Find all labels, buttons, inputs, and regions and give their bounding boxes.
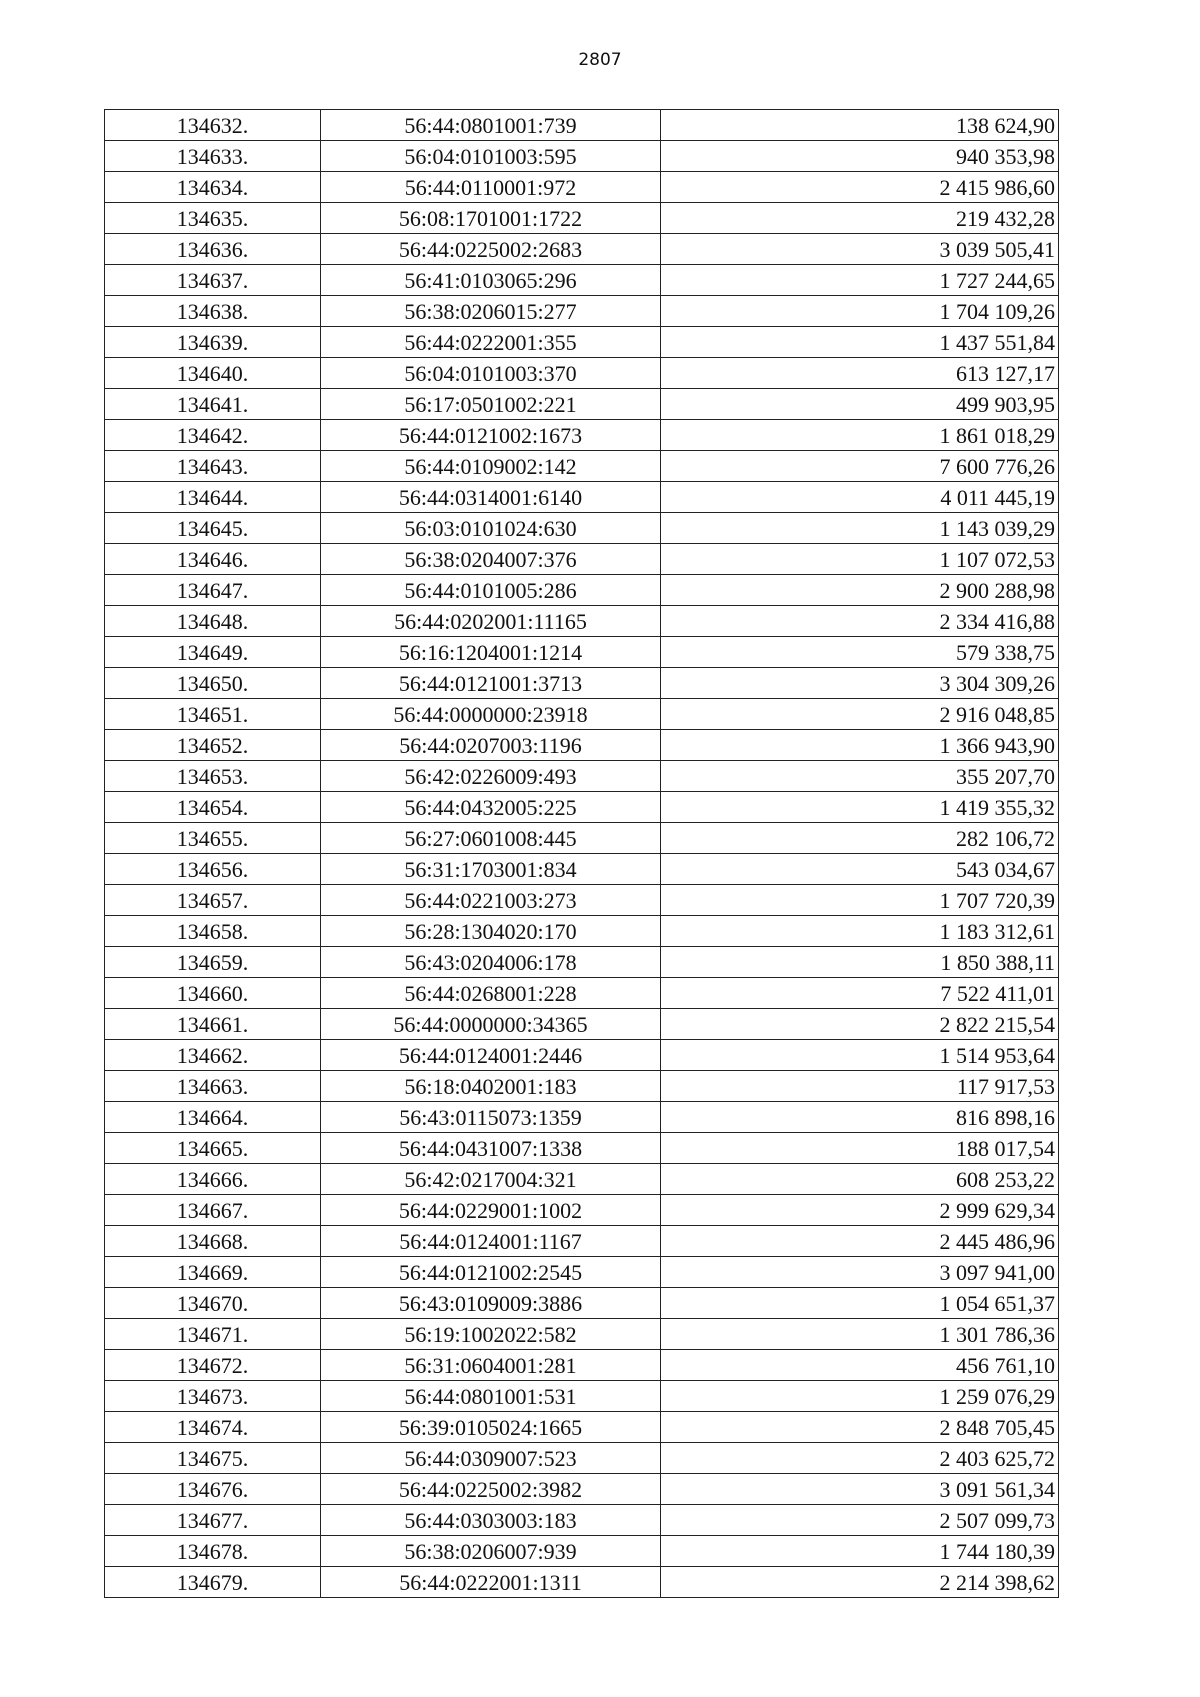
cadastral-value-cell: 3 304 309,26 xyxy=(661,668,1059,699)
cadastral-number-cell: 56:44:0124001:2446 xyxy=(321,1040,661,1071)
cadastral-number-cell: 56:44:0314001:6140 xyxy=(321,482,661,513)
row-number-cell: 134633. xyxy=(105,141,321,172)
row-number-cell: 134638. xyxy=(105,296,321,327)
table-row xyxy=(105,1071,1059,1102)
cadastral-value-cell: 1 107 072,53 xyxy=(661,544,1059,575)
table-row xyxy=(105,699,1059,730)
row-number-cell: 134658. xyxy=(105,916,321,947)
cadastral-number-cell: 56:04:0101003:595 xyxy=(321,141,661,172)
table-row xyxy=(105,1257,1059,1288)
cadastral-number-cell: 56:41:0103065:296 xyxy=(321,265,661,296)
table-row xyxy=(105,1164,1059,1195)
cadastral-number-cell: 56:18:0402001:183 xyxy=(321,1071,661,1102)
table-row xyxy=(105,141,1059,172)
table-row xyxy=(105,1288,1059,1319)
row-number-cell: 134636. xyxy=(105,234,321,265)
cadastral-number-cell: 56:44:0121001:3713 xyxy=(321,668,661,699)
cadastral-value-cell: 1 183 312,61 xyxy=(661,916,1059,947)
cadastral-number-cell: 56:44:0221003:273 xyxy=(321,885,661,916)
row-number-cell: 134667. xyxy=(105,1195,321,1226)
row-number-cell: 134661. xyxy=(105,1009,321,1040)
cadastral-number-cell: 56:44:0207003:1196 xyxy=(321,730,661,761)
cadastral-value-cell: 2 445 486,96 xyxy=(661,1226,1059,1257)
cadastral-number-cell: 56:04:0101003:370 xyxy=(321,358,661,389)
row-number-cell: 134674. xyxy=(105,1412,321,1443)
cadastral-number-cell: 56:44:0229001:1002 xyxy=(321,1195,661,1226)
table-row xyxy=(105,1567,1059,1598)
table-row xyxy=(105,1009,1059,1040)
row-number-cell: 134648. xyxy=(105,606,321,637)
table-row xyxy=(105,978,1059,1009)
cadastral-value-cell: 282 106,72 xyxy=(661,823,1059,854)
cadastral-value-cell: 2 916 048,85 xyxy=(661,699,1059,730)
cadastral-number-cell: 56:44:0222001:355 xyxy=(321,327,661,358)
row-number-cell: 134637. xyxy=(105,265,321,296)
cadastral-value-cell: 2 334 416,88 xyxy=(661,606,1059,637)
cadastral-number-cell: 56:44:0801001:739 xyxy=(321,110,661,141)
cadastral-value-cell: 1 514 953,64 xyxy=(661,1040,1059,1071)
cadastral-number-cell: 56:44:0109002:142 xyxy=(321,451,661,482)
row-number-cell: 134656. xyxy=(105,854,321,885)
cadastral-number-cell: 56:17:0501002:221 xyxy=(321,389,661,420)
cadastral-number-cell: 56:44:0110001:972 xyxy=(321,172,661,203)
cadastral-number-cell: 56:44:0121002:2545 xyxy=(321,1257,661,1288)
cadastral-value-cell: 608 253,22 xyxy=(661,1164,1059,1195)
cadastral-number-cell: 56:42:0217004:321 xyxy=(321,1164,661,1195)
table-row xyxy=(105,792,1059,823)
cadastral-value-cell: 1 366 943,90 xyxy=(661,730,1059,761)
row-number-cell: 134640. xyxy=(105,358,321,389)
cadastral-value-cell: 816 898,16 xyxy=(661,1102,1059,1133)
cadastral-value-cell: 7 600 776,26 xyxy=(661,451,1059,482)
cadastral-value-cell: 3 097 941,00 xyxy=(661,1257,1059,1288)
table-row xyxy=(105,234,1059,265)
row-number-cell: 134650. xyxy=(105,668,321,699)
row-number-cell: 134675. xyxy=(105,1443,321,1474)
cadastral-number-cell: 56:44:0121002:1673 xyxy=(321,420,661,451)
table-row xyxy=(105,606,1059,637)
row-number-cell: 134672. xyxy=(105,1350,321,1381)
table-row xyxy=(105,296,1059,327)
row-number-cell: 134644. xyxy=(105,482,321,513)
table-row xyxy=(105,1443,1059,1474)
cadastral-number-cell: 56:16:1204001:1214 xyxy=(321,637,661,668)
cadastral-value-cell: 355 207,70 xyxy=(661,761,1059,792)
table-row xyxy=(105,1536,1059,1567)
cadastral-number-cell: 56:39:0105024:1665 xyxy=(321,1412,661,1443)
row-number-cell: 134678. xyxy=(105,1536,321,1567)
cadastral-number-cell: 56:38:0204007:376 xyxy=(321,544,661,575)
cadastral-value-cell: 1 419 355,32 xyxy=(661,792,1059,823)
row-number-cell: 134647. xyxy=(105,575,321,606)
row-number-cell: 134660. xyxy=(105,978,321,1009)
cadastral-number-cell: 56:44:0202001:11165 xyxy=(321,606,661,637)
table-row xyxy=(105,1412,1059,1443)
row-number-cell: 134679. xyxy=(105,1567,321,1598)
table-row xyxy=(105,1102,1059,1133)
cadastral-value-cell: 2 415 986,60 xyxy=(661,172,1059,203)
table-row xyxy=(105,1381,1059,1412)
table-row xyxy=(105,482,1059,513)
cadastral-number-cell: 56:03:0101024:630 xyxy=(321,513,661,544)
cadastral-value-cell: 1 054 651,37 xyxy=(661,1288,1059,1319)
row-number-cell: 134662. xyxy=(105,1040,321,1071)
cadastral-number-cell: 56:28:1304020:170 xyxy=(321,916,661,947)
table-row xyxy=(105,358,1059,389)
table-row xyxy=(105,947,1059,978)
cadastral-number-cell: 56:44:0268001:228 xyxy=(321,978,661,1009)
cadastral-value-cell: 2 848 705,45 xyxy=(661,1412,1059,1443)
table-row xyxy=(105,1474,1059,1505)
cadastral-value-cell: 579 338,75 xyxy=(661,637,1059,668)
cadastral-value-cell: 188 017,54 xyxy=(661,1133,1059,1164)
cadastral-number-cell: 56:43:0115073:1359 xyxy=(321,1102,661,1133)
cadastral-value-cell: 1 704 109,26 xyxy=(661,296,1059,327)
table-body xyxy=(105,110,1059,1598)
cadastral-value-cell: 2 403 625,72 xyxy=(661,1443,1059,1474)
table-row xyxy=(105,544,1059,575)
cadastral-value-cell: 499 903,95 xyxy=(661,389,1059,420)
cadastral-value-cell: 1 861 018,29 xyxy=(661,420,1059,451)
table-row xyxy=(105,513,1059,544)
table-row xyxy=(105,1040,1059,1071)
cadastral-number-cell: 56:44:0000000:34365 xyxy=(321,1009,661,1040)
table-row xyxy=(105,823,1059,854)
cadastral-value-cell: 117 917,53 xyxy=(661,1071,1059,1102)
table-row xyxy=(105,389,1059,420)
row-number-cell: 134669. xyxy=(105,1257,321,1288)
cadastral-value-cell: 940 353,98 xyxy=(661,141,1059,172)
cadastral-value-cell: 543 034,67 xyxy=(661,854,1059,885)
row-number-cell: 134668. xyxy=(105,1226,321,1257)
table-row xyxy=(105,110,1059,141)
cadastral-value-cell: 3 039 505,41 xyxy=(661,234,1059,265)
cadastral-value-cell: 2 900 288,98 xyxy=(661,575,1059,606)
table-row xyxy=(105,327,1059,358)
row-number-cell: 134649. xyxy=(105,637,321,668)
table-row xyxy=(105,730,1059,761)
cadastral-number-cell: 56:38:0206015:277 xyxy=(321,296,661,327)
cadastral-number-cell: 56:44:0431007:1338 xyxy=(321,1133,661,1164)
cadastral-number-cell: 56:08:1701001:1722 xyxy=(321,203,661,234)
cadastral-number-cell: 56:19:1002022:582 xyxy=(321,1319,661,1350)
cadastral-value-cell: 1 727 244,65 xyxy=(661,265,1059,296)
cadastral-value-cell: 2 214 398,62 xyxy=(661,1567,1059,1598)
row-number-cell: 134642. xyxy=(105,420,321,451)
row-number-cell: 134632. xyxy=(105,110,321,141)
row-number-cell: 134670. xyxy=(105,1288,321,1319)
row-number-cell: 134655. xyxy=(105,823,321,854)
cadastral-value-cell: 1 259 076,29 xyxy=(661,1381,1059,1412)
table-row xyxy=(105,575,1059,606)
table-row xyxy=(105,668,1059,699)
cadastral-value-cell: 1 437 551,84 xyxy=(661,327,1059,358)
cadastral-number-cell: 56:38:0206007:939 xyxy=(321,1536,661,1567)
table-row xyxy=(105,854,1059,885)
table-row xyxy=(105,761,1059,792)
cadastral-value-cell: 7 522 411,01 xyxy=(661,978,1059,1009)
cadastral-number-cell: 56:27:0601008:445 xyxy=(321,823,661,854)
cadastral-number-cell: 56:44:0432005:225 xyxy=(321,792,661,823)
row-number-cell: 134657. xyxy=(105,885,321,916)
cadastral-number-cell: 56:44:0225002:3982 xyxy=(321,1474,661,1505)
cadastral-value-cell: 2 999 629,34 xyxy=(661,1195,1059,1226)
cadastral-number-cell: 56:43:0204006:178 xyxy=(321,947,661,978)
cadastral-number-cell: 56:44:0303003:183 xyxy=(321,1505,661,1536)
row-number-cell: 134634. xyxy=(105,172,321,203)
row-number-cell: 134641. xyxy=(105,389,321,420)
row-number-cell: 134646. xyxy=(105,544,321,575)
table-row xyxy=(105,172,1059,203)
cadastral-number-cell: 56:44:0000000:23918 xyxy=(321,699,661,730)
cadastral-value-cell: 1 707 720,39 xyxy=(661,885,1059,916)
cadastral-number-cell: 56:43:0109009:3886 xyxy=(321,1288,661,1319)
cadastral-number-cell: 56:44:0222001:1311 xyxy=(321,1567,661,1598)
cadastral-value-cell: 138 624,90 xyxy=(661,110,1059,141)
cadastral-value-cell: 613 127,17 xyxy=(661,358,1059,389)
cadastral-value-cell: 4 011 445,19 xyxy=(661,482,1059,513)
row-number-cell: 134639. xyxy=(105,327,321,358)
row-number-cell: 134677. xyxy=(105,1505,321,1536)
row-number-cell: 134645. xyxy=(105,513,321,544)
cadastral-number-cell: 56:44:0124001:1167 xyxy=(321,1226,661,1257)
row-number-cell: 134664. xyxy=(105,1102,321,1133)
table-row xyxy=(105,203,1059,234)
cadastral-value-cell: 456 761,10 xyxy=(661,1350,1059,1381)
row-number-cell: 134673. xyxy=(105,1381,321,1412)
cadastral-value-cell: 3 091 561,34 xyxy=(661,1474,1059,1505)
cadastral-value-cell: 219 432,28 xyxy=(661,203,1059,234)
cadastral-value-cell: 2 507 099,73 xyxy=(661,1505,1059,1536)
cadastral-number-cell: 56:31:0604001:281 xyxy=(321,1350,661,1381)
cadastral-value-cell: 2 822 215,54 xyxy=(661,1009,1059,1040)
cadastral-value-table xyxy=(104,109,1059,1598)
row-number-cell: 134659. xyxy=(105,947,321,978)
cadastral-number-cell: 56:42:0226009:493 xyxy=(321,761,661,792)
row-number-cell: 134666. xyxy=(105,1164,321,1195)
table-row xyxy=(105,885,1059,916)
table-row xyxy=(105,1195,1059,1226)
table-row xyxy=(105,916,1059,947)
cadastral-number-cell: 56:44:0225002:2683 xyxy=(321,234,661,265)
table-row xyxy=(105,1226,1059,1257)
row-number-cell: 134652. xyxy=(105,730,321,761)
row-number-cell: 134671. xyxy=(105,1319,321,1350)
row-number-cell: 134651. xyxy=(105,699,321,730)
cadastral-value-cell: 1 744 180,39 xyxy=(661,1536,1059,1567)
table-row xyxy=(105,1505,1059,1536)
cadastral-number-cell: 56:44:0101005:286 xyxy=(321,575,661,606)
table-row xyxy=(105,1319,1059,1350)
row-number-cell: 134676. xyxy=(105,1474,321,1505)
table-row xyxy=(105,1350,1059,1381)
cadastral-value-cell: 1 301 786,36 xyxy=(661,1319,1059,1350)
cadastral-value-cell: 1 850 388,11 xyxy=(661,947,1059,978)
cadastral-value-cell: 1 143 039,29 xyxy=(661,513,1059,544)
cadastral-number-cell: 56:31:1703001:834 xyxy=(321,854,661,885)
row-number-cell: 134635. xyxy=(105,203,321,234)
cadastral-number-cell: 56:44:0309007:523 xyxy=(321,1443,661,1474)
row-number-cell: 134663. xyxy=(105,1071,321,1102)
table-row xyxy=(105,265,1059,296)
row-number-cell: 134665. xyxy=(105,1133,321,1164)
table-row xyxy=(105,420,1059,451)
row-number-cell: 134653. xyxy=(105,761,321,792)
table-row xyxy=(105,637,1059,668)
table-row xyxy=(105,1133,1059,1164)
row-number-cell: 134643. xyxy=(105,451,321,482)
cadastral-number-cell: 56:44:0801001:531 xyxy=(321,1381,661,1412)
table-row xyxy=(105,451,1059,482)
page-number: 2807 xyxy=(578,50,622,70)
row-number-cell: 134654. xyxy=(105,792,321,823)
